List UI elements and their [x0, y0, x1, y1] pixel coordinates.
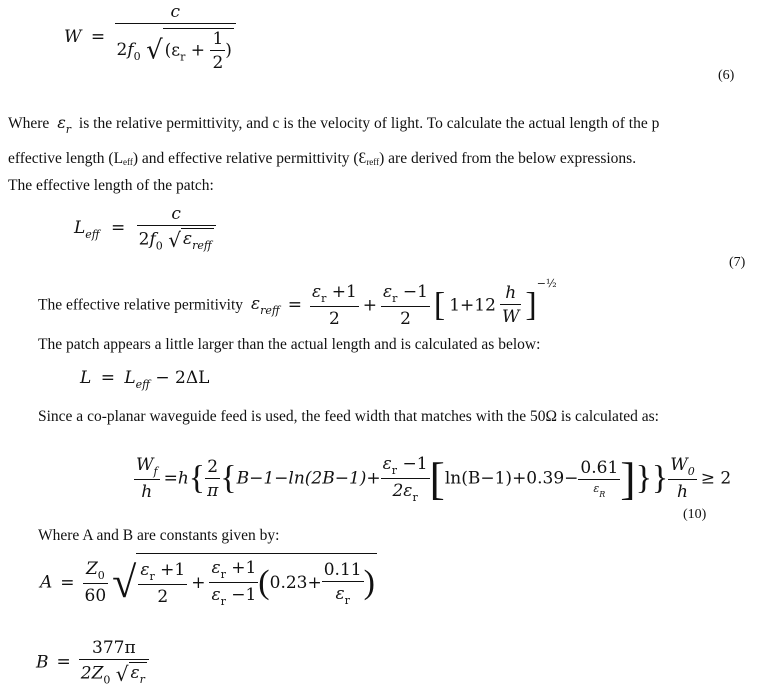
eq6-radical: √ ($\varepsilon_r$ + $\frac{1}{2}$ ) — [146, 29, 232, 73]
eq6-den-coef: 2 — [116, 40, 128, 60]
para1-rest: is the relative permittivity, and c is the velocity of light. To calculate the actual length of the p — [78, 115, 660, 132]
equation-8 — [38, 277, 557, 329]
eq8-frac1: $\frac{\varepsilon_r +1}{2}$ — [311, 281, 357, 329]
para2-text1-sub: eff — [123, 157, 133, 167]
eq7-numerator: c — [171, 204, 181, 224]
eq10-part2: ln(B−1)+0.39− — [444, 468, 579, 489]
eq8-plus: + — [362, 295, 378, 316]
eq8-bracket-open: [ — [433, 286, 446, 324]
eq9-leff: $L_{eff}$ — [124, 368, 150, 391]
eq10-equals: = — [163, 468, 178, 489]
eq10-number: (10) — [683, 507, 707, 522]
eq8-symbol: $\varepsilon_{reff}$ — [251, 293, 280, 317]
eq10-h: h — [177, 468, 189, 489]
eq9-equals: = — [100, 368, 115, 388]
eq7-fraction — [137, 204, 216, 253]
eq8-frac2: $\frac{\varepsilon_r -1}{2}$ — [383, 281, 428, 329]
eq10-ge: ≥ 2 — [700, 468, 732, 489]
paragraph-effective-length — [8, 150, 636, 168]
eq8-h-over-w: $\frac{h}{W}$ — [501, 283, 520, 328]
eq7-den-sub: 0 — [155, 239, 163, 253]
eq10-part1: B−1−ln(2B−1)+ — [236, 468, 381, 489]
eq8-bracket-text: 1+12 — [449, 295, 496, 316]
eq7-equals: = — [111, 217, 126, 238]
eqa-frac2: $\frac{\varepsilon_r +1}{\varepsilon_r -1}$ — [211, 558, 257, 608]
para2-text2: ) and effective relative permittivity (Ɛ — [132, 150, 367, 167]
paragraph-patch-larger: The patch appears a little larger than the actual length and is calculated as below: — [38, 336, 541, 353]
eq6-numerator: c — [170, 2, 180, 22]
para2-text1: effective length (L — [8, 150, 124, 167]
eqb-equals: = — [56, 652, 71, 673]
eq6-den-f: f — [127, 40, 134, 60]
eq7-denominator — [137, 225, 216, 253]
equation-b — [36, 638, 149, 687]
equation-9 — [80, 368, 209, 391]
eqa-frac1: $\frac{\varepsilon_r +1}{2}$ — [140, 559, 186, 607]
eq7-den-f: f — [149, 229, 156, 250]
paragraph-coplanar-feed: Since a co-planar waveguide feed is used, the feed width that matches with the 50Ω is calculated as: — [38, 408, 659, 425]
para1-where: Where — [8, 115, 50, 132]
eq10-w0-over-h: $\frac{W_0}{h}$ — [670, 455, 695, 502]
eqb-numerator: 377π — [92, 638, 136, 658]
eq6-inner-plus: + — [190, 40, 206, 61]
eq6-half-d: 2 — [210, 50, 225, 73]
eq10-two-over-pi: $\frac{2}{\pi}$ — [207, 456, 219, 501]
eq7-number: (7) — [729, 255, 746, 270]
eqa-lhs: A — [40, 572, 53, 593]
eq10-eps-frac: $\frac{\varepsilon_r -1}{2\varepsilon_r}$ — [382, 453, 428, 504]
eq8-equals: = — [287, 295, 302, 316]
eq10-061-frac: $\frac{0.61}{\varepsilon_R}$ — [580, 458, 619, 499]
para2-text3: ) are derived from the below expressions. — [379, 150, 637, 167]
eq6-fraction — [115, 2, 236, 73]
eq10-wf-over-h: $\frac{W_f}{h}$ — [136, 455, 158, 502]
eq9-lhs: L — [80, 368, 92, 388]
eq6-number: (6) — [718, 68, 735, 83]
equation-10 — [134, 452, 731, 505]
eq6-half — [210, 29, 225, 73]
eq8-label: The effective relative permitivity — [38, 296, 243, 314]
paragraph-where-permittivity — [8, 113, 659, 136]
eq6-lhs: W — [64, 27, 82, 47]
eq6-inner-close: ) — [225, 40, 232, 61]
eqb-lhs: B — [36, 652, 49, 673]
eq7-radical: √ $\varepsilon_{reff}$ — [168, 228, 212, 252]
eq6-denominator — [115, 23, 236, 73]
eq7-lhs: $L_{eff}$ — [74, 217, 100, 241]
eq10-brace-close: }} — [635, 459, 669, 497]
eq6-equals: = — [90, 27, 106, 47]
eq7-den-coef: 2 — [138, 229, 150, 250]
eq8-bracket-close: ] — [525, 286, 537, 324]
eq10-brace-open2: { — [220, 459, 237, 497]
eqa-z0-over-60: $\frac{Z_0}{60}$ — [84, 559, 107, 606]
eq6-inner-open: (ε — [164, 40, 181, 61]
para2-text2-sub: reff — [366, 157, 380, 167]
eq10-bracket-close: ] — [620, 453, 636, 504]
equation-7 — [74, 204, 216, 253]
eq10-brace-open: { — [188, 459, 206, 497]
eqb-denominator: $2Z_0$ √ $\varepsilon_r$ — [79, 659, 149, 687]
eq6-inner-sub: r — [180, 50, 186, 64]
eq6-den-sub: 0 — [133, 50, 141, 63]
para1-symbol: $\varepsilon_r$ — [57, 113, 72, 136]
paragraph-effective-length-heading: The effective length of the patch: — [8, 177, 214, 194]
eq6-half-n: 1 — [212, 29, 224, 49]
equation-6 — [64, 2, 236, 73]
eq9-rest: − 2ΔL — [149, 368, 210, 388]
eq10-bracket-open: [ — [429, 453, 445, 504]
equation-a — [40, 553, 377, 612]
eqb-fraction — [79, 638, 149, 687]
eq8-exponent: −½ — [536, 277, 557, 290]
paragraph-constants: Where A and B are constants given by: — [38, 527, 280, 544]
eqa-frac3: $\frac{0.11}{\varepsilon_r}$ — [323, 559, 362, 607]
eqa-equals: = — [60, 572, 75, 593]
eqa-radical: √ $\frac{\varepsilon_r +1}{2}$ + $\frac{\varepsilon_r +1}{\varepsilon_r -1}$ (0.23+ $\frac{0.11}{\varepsilon_r}$ ) — [112, 553, 377, 612]
